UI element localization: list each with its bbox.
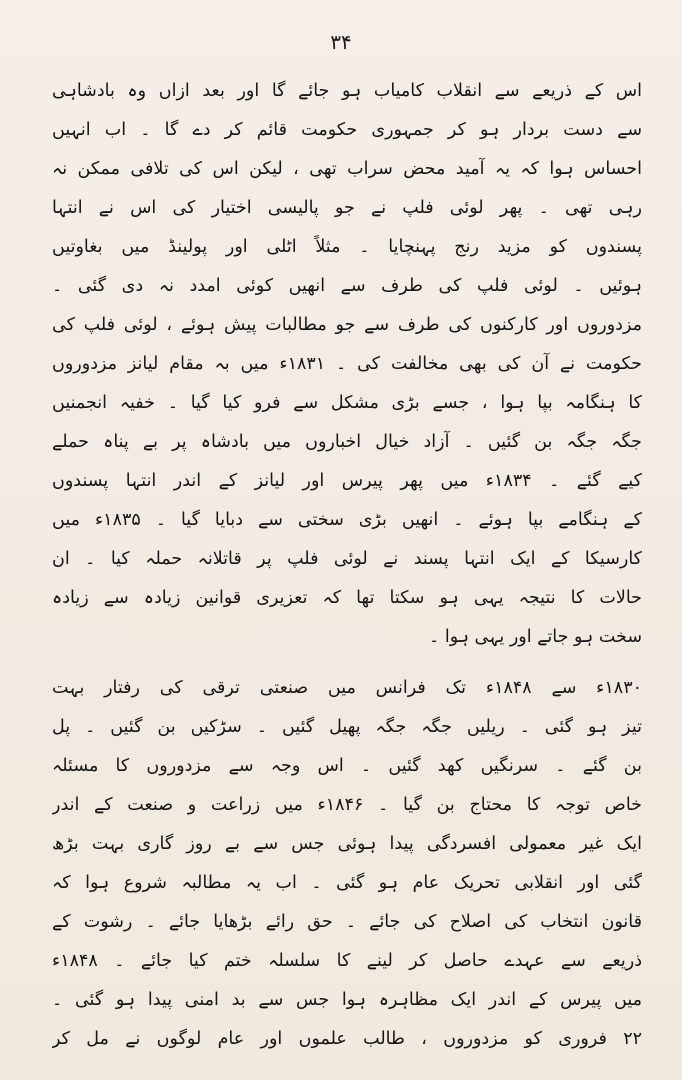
text-line: ہوئیں ۔ لوئی فلپ کی طرف سے انھیں کوئی امدد نہ دی گئی ۔ [52, 276, 642, 296]
text-line: میں پیرس کے اندر ایک مظاہرہ ہوا جس سے بد امنی پیدا ہو گئی ۔ [52, 990, 642, 1010]
text-line: کارسیکا کے ایک انتہا پسند نے لوئی فلپ پر قاتلانہ حملہ کیا ۔ ان [52, 549, 642, 569]
text-line: حکومت نے آن کی بھی مخالفت کی ۔ ۱۸۳۱ء میں بہ مقام لیانز مزدوروں [52, 354, 642, 374]
body-text [52, 72, 642, 1059]
text-line: سخت ہو جاتے اور یہی ہوا ۔ [429, 627, 642, 647]
text-line: گئی اور انقلابی تحریک عام ہو گئی ۔ اب یہ مطالبہ شروع ہوا کہ [52, 873, 642, 893]
text-line: سے دست بردار ہو کر جمہوری حکومت قائم کر دے گا ۔ اب انہیں [52, 120, 642, 140]
text-line: اس کے ذریعے سے انقلاب کامیاب ہو جائے گا اور بعد ازاں وہ بادشاہی [52, 81, 642, 101]
text-line: تیز ہو گئی ۔ ریلیں جگہ جگہ پھیل گئیں ۔ سڑکیں بن گئیں ۔ پل [52, 717, 642, 737]
text-line: کے ہنگامے بپا ہوئے ۔ انھیں بڑی سختی سے دبایا گیا ۔ ۱۸۳۵ء میں [52, 510, 642, 530]
text-line: ۱۸۳۰ء سے ۱۸۴۸ء تک فرانس میں صنعتی ترقی کی رفتار بہت [52, 678, 642, 698]
text-line: قانون انتخاب کی اصلاح کی جائے ۔ حق رائے بڑھایا جائے ۔ رشوت کے [52, 912, 642, 932]
page-number: ۳۴ [330, 30, 352, 54]
text-line: پسندوں کو مزید رنج پہنچایا ۔ مثلاً اٹلی اور پولینڈ میں بغاوتیں [52, 237, 642, 257]
text-line: خاص توجہ کا محتاج بن گیا ۔ ۱۸۴۶ء میں زراعت و صنعت کے اندر [52, 795, 642, 815]
text-line: ۲۲ فروری کو مزدوروں ، طالب علموں اور عام لوگوں نے مل کر [52, 1029, 642, 1049]
paragraph [52, 72, 642, 657]
text-line: مزدوروں اور کارکنوں کی طرف سے جو مطالبات پیش ہوئے ، لوئی فلپ کی [52, 315, 642, 335]
text-line: جگہ جگہ بن گئیں ۔ آزاد خیال اخباروں میں بادشاہ پر بے پناہ حملے [52, 432, 642, 452]
paragraph-gap [52, 657, 642, 669]
paragraph [52, 669, 642, 1059]
text-line: ذریعے سے عہدے حاصل کر لینے کا سلسلہ ختم کیا جائے ۔ ۱۸۴۸ء [52, 951, 642, 971]
text-line: ایک غیر معمولی افسردگی پیدا ہوئی جس سے بے روز گاری بہت بڑھ [52, 834, 642, 854]
text-line: کا ہنگامہ بپا ہوا ، جسے بڑی مشکل سے فرو کیا گیا ۔ خفیہ انجمنیں [52, 393, 642, 413]
text-line: کیے گئے ۔ ۱۸۳۴ء میں پھر پیرس اور لیانز کے اندر انتہا پسندوں [52, 471, 642, 491]
text-line: بن گئے ۔ سرنگیں کھد گئیں ۔ اس وجہ سے مزدوروں کا مسئلہ [52, 756, 642, 776]
text-line: حالات کا نتیجہ یہی ہو سکتا تھا کہ تعزیری قوانین زیادہ سے زیادہ [52, 588, 642, 608]
text-line: احساس ہوا کہ یہ آمید محض سراب تھی ، لیکن اس کی تلافی ممکن نہ [52, 159, 642, 179]
text-line: رہی تھی ۔ پھر لوئی فلپ نے جو پالیسی اختیار کی اس نے انتہا [52, 198, 642, 218]
